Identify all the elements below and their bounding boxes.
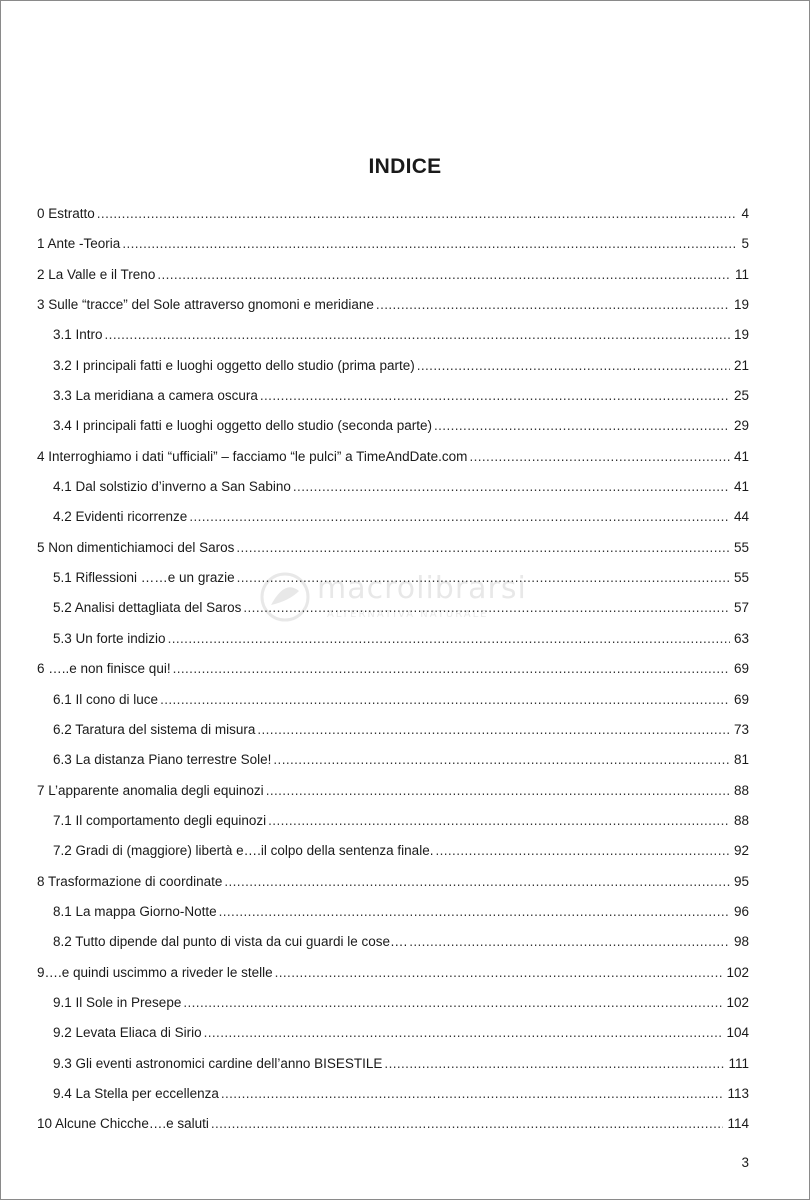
toc-entry [37,290,749,320]
toc-entry [37,472,749,502]
toc-entry-page: 19 [733,327,749,343]
toc-entry-label: 8.1 La mappa Giorno-Notte [53,903,217,919]
toc-dot-leader [268,806,730,836]
toc-entry [37,533,749,563]
toc-entry [37,1018,749,1048]
toc-entry-page: 41 [733,479,749,495]
toc-entry-page: 21 [733,357,749,373]
toc-entry-page: 81 [733,752,749,768]
toc-entry-page: 88 [733,812,749,828]
toc-entry-label: 3.1 Intro [53,327,103,343]
toc-dot-leader [293,472,730,502]
toc-entry-label: 3 Sulle “tracce” del Sole attraverso gnomoni e meridiane [37,297,374,313]
toc-entry-label: 7 L’apparente anomalia degli equinozi [37,782,264,798]
toc-entry-page: 104 [726,1025,749,1041]
toc-entry-label: 3.4 I principali fatti e luoghi oggetto dello studio (seconda parte) [53,418,432,434]
toc-entry-label: 9.1 Il Sole in Presepe [53,994,182,1010]
toc-entry-label: 3.2 I principali fatti e luoghi oggetto dello studio (prima parte) [53,357,415,373]
toc-entry-page: 55 [733,570,749,586]
toc-entry-label: 5.1 Riflessioni ……e un grazie [53,570,235,586]
toc-entry [37,351,749,381]
toc-entry-label: 5.2 Analisi dettagliata del Saros [53,600,242,616]
toc-entry-page: 63 [733,630,749,646]
toc-entry [37,745,749,775]
toc-entry [37,715,749,745]
toc-entry [37,927,749,957]
toc-entry [37,260,749,290]
toc-dot-leader [273,745,730,775]
watermark-brand: macrolibrarsi [317,571,527,606]
toc-entry [37,867,749,897]
toc-entry [37,1079,749,1109]
toc-entry-page: 98 [733,934,749,950]
toc-entry [37,593,749,623]
table-of-contents [37,199,749,1140]
toc-entry-label: 4 Interroghiamo i dati “ufficiali” – facciamo “le pulci” a TimeAndDate.com [37,448,468,464]
toc-entry-label: 6.1 Il cono di luce [53,691,159,707]
toc-entry [37,563,749,593]
toc-entry-page: 11 [734,266,749,282]
toc-entry [37,624,749,654]
toc-dot-leader [157,260,731,290]
toc-dot-leader [243,593,730,623]
toc-entry-page: 111 [728,1055,749,1071]
toc-entry [37,776,749,806]
toc-entry-label: 4.1 Dal solstizio d’inverno a San Sabino [53,479,291,495]
toc-entry-label: 4.2 Evidenti ricorrenze [53,509,188,525]
toc-entry [37,806,749,836]
toc-entry-page: 96 [733,903,749,919]
toc-entry-label: 9.3 Gli eventi astronomici cardine dell’anno BISESTILE [53,1055,383,1071]
page-number: 3 [741,1155,749,1170]
toc-entry [37,229,749,259]
toc-dot-leader [173,654,730,684]
toc-entry-label: 9.4 La Stella per eccellenza [53,1085,219,1101]
toc-entry [37,988,749,1018]
toc-entry [37,442,749,472]
toc-entry-label: 9.2 Levata Eliaca di Sirio [53,1025,202,1041]
toc-dot-leader [97,199,738,229]
toc-entry-label: 9….e quindi uscimmo a riveder le stelle [37,964,273,980]
toc-entry-label: 6 …..e non finisce qui! [37,661,171,677]
toc-entry-label: 1 Ante -Teoria [37,236,121,252]
toc-entry-page: 95 [733,873,749,889]
toc-entry-label: 5 Non dimentichiamoci del Saros [37,539,235,555]
toc-dot-leader [275,958,723,988]
toc-dot-leader [221,1079,724,1109]
toc-dot-leader [160,685,730,715]
toc-entry-label: 3.3 La meridiana a camera oscura [53,388,258,404]
toc-entry-page: 102 [726,964,749,980]
toc-dot-leader [376,290,730,320]
toc-dot-leader [211,1109,724,1139]
toc-dot-leader [434,411,730,441]
toc-entry-page: 88 [733,782,749,798]
page-title: INDICE [368,155,442,178]
toc-entry-label: 5.3 Un forte indizio [53,630,166,646]
toc-entry-page: 73 [733,721,749,737]
toc-dot-leader [384,1049,724,1079]
toc-entry-page: 113 [727,1085,749,1101]
toc-dot-leader [105,320,730,350]
toc-dot-leader [236,533,730,563]
toc-dot-leader [189,502,730,532]
toc-dot-leader [204,1018,723,1048]
toc-entry-page: 55 [733,539,749,555]
toc-entry [37,320,749,350]
toc-entry [37,897,749,927]
toc-entry-label: 7.2 Gradi di (maggiore) libertà e….il colpo della sentenza finale. [53,843,434,859]
toc-entry-page: 114 [727,1116,749,1132]
toc-entry-page: 5 [741,236,749,252]
toc-entry [37,199,749,229]
toc-entry-label: 6.2 Taratura del sistema di misura [53,721,256,737]
toc-entry-page: 57 [733,600,749,616]
toc-entry-page: 69 [733,691,749,707]
toc-entry-page: 44 [733,509,749,525]
toc-entry-label: 0 Estratto [37,206,95,221]
toc-entry [37,1109,749,1139]
toc-entry-page: 41 [733,448,749,464]
toc-entry-label: 6.3 La distanza Piano terrestre Sole! [53,752,272,768]
toc-entry-page: 69 [733,661,749,677]
toc-dot-leader [435,836,730,866]
toc-dot-leader [409,927,730,957]
toc-dot-leader [219,897,730,927]
toc-entry [37,685,749,715]
toc-dot-leader [168,624,730,654]
toc-entry [37,958,749,988]
toc-entry-page: 25 [733,388,749,404]
toc-dot-leader [417,351,730,381]
toc-entry [37,654,749,684]
toc-entry-label: 10 Alcune Chicche….e saluti [37,1116,209,1132]
toc-entry-label: 8.2 Tutto dipende dal punto di vista da cui guardi le cose…. [53,934,408,950]
toc-entry [37,502,749,532]
toc-dot-leader [266,776,730,806]
toc-dot-leader [237,563,730,593]
toc-entry-page: 19 [733,297,749,313]
toc-entry [37,1049,749,1079]
watermark-tagline: ALTERNATIVA NATURALE [327,609,489,620]
toc-entry-label: 8 Trasformazione di coordinate [37,873,223,889]
toc-entry-label: 7.1 Il comportamento degli equinozi [53,812,267,828]
toc-entry-page: 102 [726,994,749,1010]
toc-entry-page: 4 [741,206,749,221]
toc-entry-page: 29 [733,418,749,434]
toc-dot-leader [260,381,730,411]
toc-entry [37,836,749,866]
toc-dot-leader [183,988,722,1018]
toc-dot-leader [257,715,730,745]
toc-entry [37,381,749,411]
toc-entry-page: 92 [733,843,749,859]
toc-entry [37,411,749,441]
toc-dot-leader [224,867,730,897]
toc-dot-leader [469,442,730,472]
toc-entry-label: 2 La Valle e il Treno [37,266,156,282]
toc-dot-leader [122,229,737,259]
